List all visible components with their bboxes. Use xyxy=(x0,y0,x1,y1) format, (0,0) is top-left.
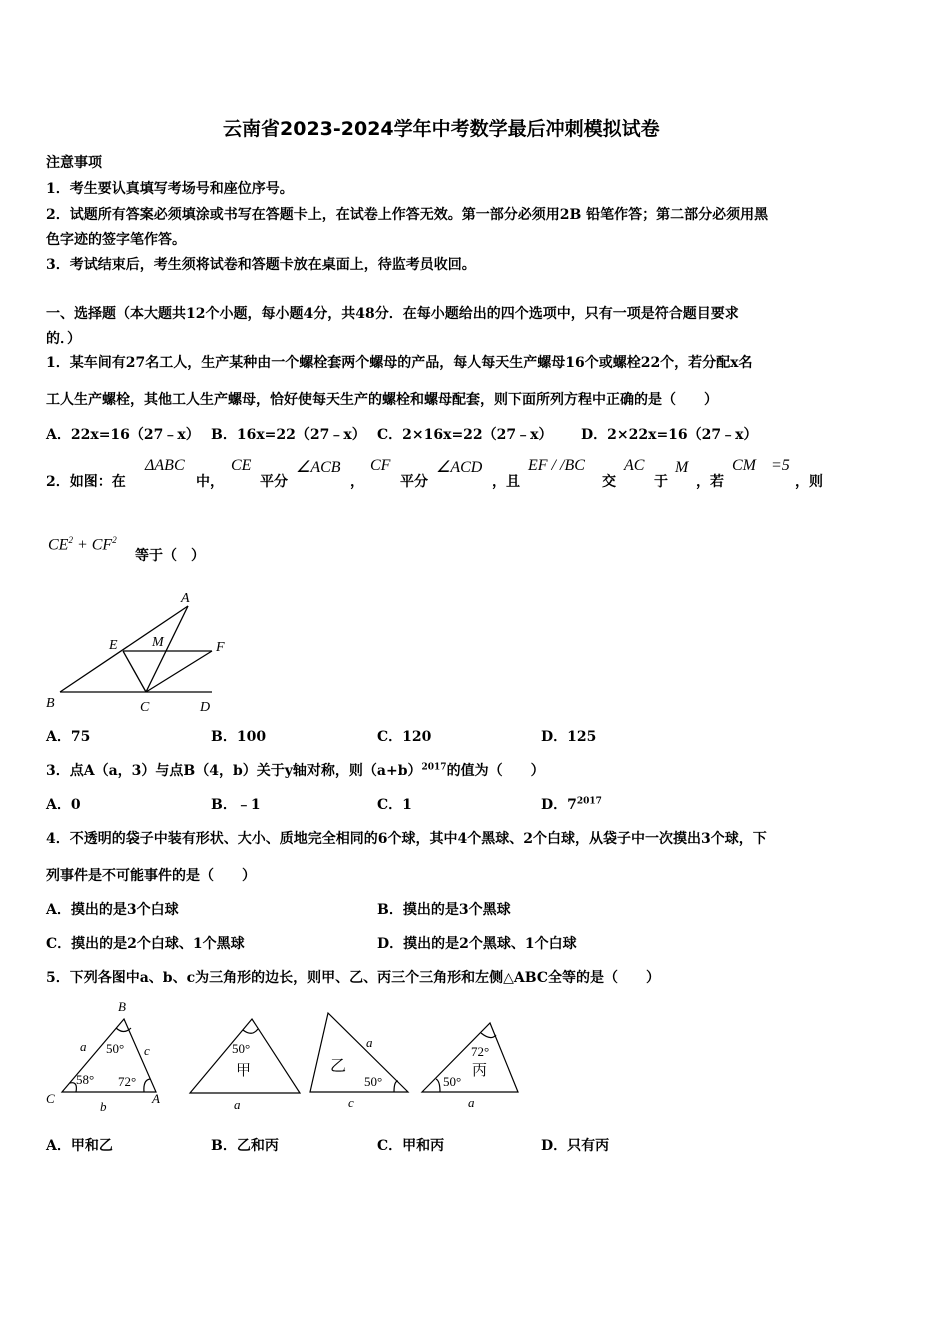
arc-yi xyxy=(394,1081,398,1092)
q2-option-c: C．120 xyxy=(377,729,432,745)
bing-angle-50: 50° xyxy=(443,1074,462,1089)
bing-angle-72: 72° xyxy=(471,1044,490,1059)
side-c: c xyxy=(144,1043,150,1058)
arc-bing-left xyxy=(436,1079,440,1092)
yi-name: 乙 xyxy=(330,1058,347,1075)
label-b: B xyxy=(46,696,55,711)
question-2-text: 等于（ ） xyxy=(135,548,205,564)
section-heading: 一、选择题（本大题共12个小题，每小题4分，共48分．在每小题给出的四个选项中，只有一项是符合题目要求 xyxy=(46,306,739,322)
question-2-text: ，若 xyxy=(696,474,724,490)
question-2-text: 于 xyxy=(654,474,668,490)
notice-item: 2．试题所有答案必须填涂或书写在答题卡上，在试卷上作答无效。第一部分必须用2B 铅笔作答；第二部分必须用黑 xyxy=(46,207,769,223)
math-ce: CE xyxy=(231,457,252,474)
question-1-text: 1．某车间有27名工人，生产某种由一个螺栓套两个螺母的产品，每人每天生产螺母16个或螺栓22个，若分配x名 xyxy=(46,355,753,371)
arc-jia xyxy=(243,1029,258,1033)
math-cf: CF xyxy=(370,457,391,474)
label-b: B xyxy=(118,999,126,1014)
math-triangle-abc: ΔABC xyxy=(145,457,185,474)
question-1-text-cont: 工人生产螺栓，其他工人生产螺母，恰好使每天生产的螺栓和螺母配套，则下面所列方程中正确的是（ ） xyxy=(46,392,718,408)
math-angle-acb: ∠ACB xyxy=(296,459,341,476)
q4-option-c: C．摸出的是2个白球、1个黑球 xyxy=(46,936,245,952)
question-2-text: 平分 xyxy=(260,474,288,490)
math-ce-squared: $CE^2 + CF^2$ xyxy=(48,535,117,554)
notice-item: 1．考生要认真填写考场号和座位序号。 xyxy=(46,181,294,197)
q2-option-d: D．125 xyxy=(541,729,597,745)
q5-option-d: D．只有丙 xyxy=(541,1138,610,1154)
q5-option-b: B．乙和丙 xyxy=(211,1138,279,1154)
q3-option-d: D．$7^{2017}$ xyxy=(541,796,602,813)
question-4-text-cont: 列事件是不可能事件的是（ ） xyxy=(46,868,256,884)
q1-option-c: C．2×16x=22（27﹣x） xyxy=(377,427,553,443)
q1-option-a: A．22x=16（27﹣x） xyxy=(46,427,200,443)
bing-name: 丙 xyxy=(472,1063,488,1079)
q3-option-c: C．1 xyxy=(377,797,412,813)
q1-option-b: B．16x=22（27﹣x） xyxy=(211,427,366,443)
label-d: D xyxy=(200,700,211,715)
jia-side: a xyxy=(234,1097,241,1112)
q4-option-d: D．摸出的是2个黑球、1个白球 xyxy=(377,936,577,952)
q5-figure xyxy=(40,995,540,1120)
question-2-text: 中， xyxy=(196,474,224,490)
yi-side-c: c xyxy=(348,1095,354,1110)
math-eq-5: =5 xyxy=(771,457,790,474)
page-title: 云南省2023-2024学年中考数学最后冲刺模拟试卷 xyxy=(223,118,660,140)
question-2-text: ，且 xyxy=(492,474,520,490)
q2-option-a: A．75 xyxy=(46,729,91,745)
label-a: A xyxy=(181,591,190,606)
triangle-yi xyxy=(310,1013,408,1092)
question-2-text: 平分 xyxy=(400,474,428,490)
jia-name: 甲 xyxy=(236,1063,252,1079)
q2-option-b: B．100 xyxy=(211,729,267,745)
yi-angle: 50° xyxy=(364,1074,383,1089)
triangle-bing xyxy=(422,1023,518,1092)
angle-c: 58° xyxy=(76,1072,95,1087)
q5-option-a: A．甲和乙 xyxy=(46,1138,113,1154)
q1-option-d: D．2×22x=16（27﹣x） xyxy=(581,427,758,443)
q4-option-b: B．摸出的是3个黑球 xyxy=(377,902,511,918)
line-ba xyxy=(60,606,188,692)
notice-item: 3．考试结束后，考生须将试卷和答题卡放在桌面上，待监考员收回。 xyxy=(46,257,476,273)
angle-a: 72° xyxy=(118,1074,137,1089)
notice-heading: 注意事项 xyxy=(46,155,102,171)
line-ce xyxy=(123,651,146,692)
q4-option-a: A．摸出的是3个白球 xyxy=(46,902,179,918)
label-e: E xyxy=(109,638,118,653)
label-a: A xyxy=(152,1091,160,1106)
label-c: C xyxy=(46,1091,55,1106)
question-2-text: ，则 xyxy=(795,474,823,490)
notice-item: 色字迹的签字笔作答。 xyxy=(46,232,186,248)
arc-a xyxy=(144,1079,150,1092)
triangle-jia xyxy=(190,1019,300,1093)
side-a: a xyxy=(80,1039,87,1054)
question-2-text: 交 xyxy=(602,474,616,490)
q2-figure xyxy=(40,585,230,715)
question-4-text: 4．不透明的袋子中装有形状、大小、质地完全相同的6个球，其中4个黑球、2个白球，从袋子中一次摸出3个球，下 xyxy=(46,831,767,847)
math-ac: AC xyxy=(624,457,645,474)
math-ef-parallel-bc: EF / /BC xyxy=(528,457,585,474)
bing-side: a xyxy=(468,1095,475,1110)
label-f: F xyxy=(216,640,225,655)
question-2-text: ， xyxy=(350,474,364,490)
yi-side-a: a xyxy=(366,1035,373,1050)
side-b: b xyxy=(100,1099,107,1114)
jia-angle: 50° xyxy=(232,1041,251,1056)
section-heading-cont: 的．） xyxy=(46,331,81,347)
label-m: M xyxy=(152,635,164,650)
q5-option-c: C．甲和丙 xyxy=(377,1138,445,1154)
question-3-text: 3．点A（a，3）与点B（4，b）关于y轴对称，则$(a+b)^{2017}$的值为（ ） xyxy=(46,762,545,779)
label-c: C xyxy=(140,700,150,715)
question-5-text: 5．下列各图中a、b、c为三角形的边长，则甲、乙、丙三个三角形和左侧△ABC全等的是（ ） xyxy=(46,970,660,986)
q3-option-b: B．﹣1 xyxy=(211,797,261,813)
math-angle-acd: ∠ACD xyxy=(436,459,483,476)
question-2-text: 2．如图：在 xyxy=(46,474,126,490)
math-m: M xyxy=(675,459,689,476)
q3-option-a: A．0 xyxy=(46,797,81,813)
angle-b: 50° xyxy=(106,1041,125,1056)
math-cm: CM xyxy=(732,457,756,474)
